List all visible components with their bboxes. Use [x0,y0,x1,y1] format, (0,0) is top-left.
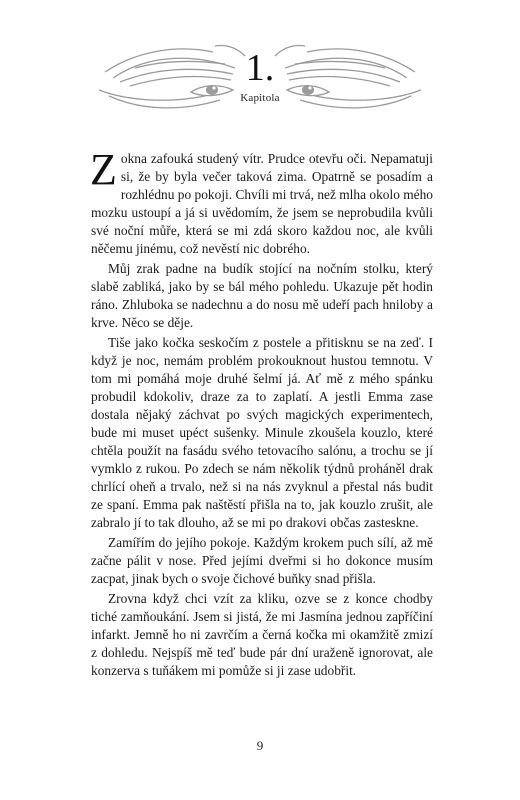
paragraph-text: okna zafouká studený vítr. Prudce otevřu oči. Nepamatuji si, že by byla večer taková zima. Opatrně se posadím a rozhlédnu po pokoji. Chvíli mi trvá, než mlha okolo mého mozku ustoupí a já si uvědomím, že jsem se neprobudila kvůli své noční můře, která se mi zdá skoro každou noc, ale kvůli něčemu jinému, což nevěstí nic dobrého. [91,151,433,256]
chapter-label: Kapitola [240,92,280,104]
paragraph [90,145,433,258]
drop-cap: Z [90,145,117,194]
paragraph: Tiše jako kočka seskočím z postele a přitisknu se na zeď. I když je noc, nemám problém prokouknout hustou temnotu. V tom mi pomáhá moje druhé šelmí já. Ať mě z mého spánku probudil kdokoliv, draze za to zaplatí. A jestli Emma zase dostala nějaký záchvat po svých magických experimentech, bude mi muset upéct sušenky. Minule zkoušela kouzlo, které chtěla použít na fasádu svého tetovacího salónu, a trochu se jí vymklo z rukou. Po zdech se nám několik týdnů proháněl drak chrlící oheň a trvalo, než si na nás zvyknul a přestal nás budit ze spaní. Emma pak naštěstí přišla na to, jak kouzlo zrušit, ale zabralo jí to tak dlouho, až se mi po drakovi občas zasteskne. [91,335,433,530]
paragraph: Můj zrak padne na budík stojící na nočním stolku, který slabě zabliká, jako by se bál mého pohledu. Ukazuje pět hodin ráno. Zhluboka se nadechnu a do nosu mě udeří pach hniloby a krve. Něco se děje. [91,261,433,330]
chapter-number: 1. [245,47,275,89]
chapter-text [90,145,433,682]
paragraph: Zrovna když chci vzít za kliku, ozve se z konce chodby tiché zamňoukání. Jsem si jistá, že mi Jasmína jednou zapříčiní infarkt. Jemně ho ni zavrčím a černá kočka mi okamžitě zmizí z dohledu. Nejspíš mě teď bude pár dní uraženě ignorovat, ale konzerva s tuňákem mi pomůže si ji zase udobřit. [91,591,433,678]
paragraph: Zamířím do jejího pokoje. Každým krokem puch sílí, až mě začne pálit v nose. Před jejími dveřmi si ho dokonce musím zacpat, jinak bych o svoje čichové buňky snad přišla. [91,535,433,586]
page-number: 9 [256,738,264,753]
